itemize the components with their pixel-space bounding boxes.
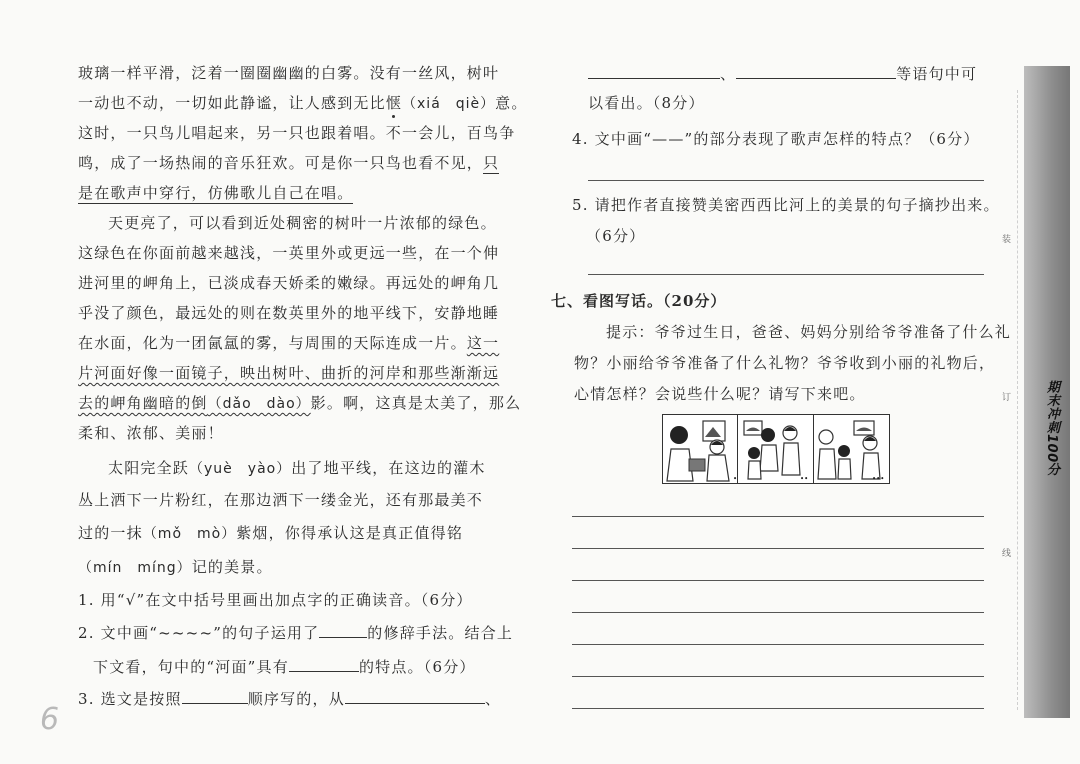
binding-mark: 线 [1002, 549, 1012, 559]
passage-line: 乎没了颜色，最远处的则在数英里外的地平线下，安静地睡 [78, 304, 500, 322]
binding-mark: 装 [1002, 235, 1012, 245]
question-3: 3. 选文是按照 顺序写的，从 、 [78, 690, 502, 708]
passage-line [78, 363, 499, 383]
section-7-title: 七、看图写话。（20分） [551, 292, 727, 310]
question-1: 1. 用“√”在文中括号里画出加点字的正确读音。（6分） [78, 591, 473, 609]
family-scene-illustration [738, 415, 813, 483]
passage-line: 过的一抹（mǒ mò）紫烟，你得承认这是真正值得铭 [78, 524, 464, 542]
writing-line[interactable] [572, 708, 984, 709]
writing-line[interactable] [572, 548, 984, 549]
passage-line: 鸣，成了一场热闹的音乐狂欢。可是你一只鸟也看不见，只 [78, 154, 500, 172]
question-5-cont: （6分） [586, 227, 646, 245]
comic-strip [662, 414, 890, 484]
passage-line [78, 183, 353, 203]
pinyin-choice[interactable]: （mín míng） [78, 560, 192, 576]
passage-line: 去的岬角幽暗的倒（dǎo dào）影。啊，这真是太美了，那么 [78, 394, 522, 412]
passage-line: 这绿色在你面前越来越浅，一英里外或更远一些，在一个伸 [78, 244, 500, 262]
panel-mark: ••• [871, 475, 885, 483]
question-2: 2. 文中画“~~~~”的句子运用了 的修辞手法。结合上 [78, 624, 514, 642]
passage-line: 在水面，化为一团氤氲的雾，与周围的天际连成一片。这一 [78, 334, 500, 352]
writing-line[interactable] [572, 644, 984, 645]
passage-line: 天更亮了，可以看到近处稠密的树叶一片浓郁的绿色。 [108, 214, 497, 232]
binding-dashed-line [1017, 90, 1018, 710]
answer-blank[interactable] [736, 63, 896, 79]
comic-panel-1 [663, 415, 738, 483]
panel-mark: • [733, 475, 738, 483]
question-5: 5. 请把作者直接赞美密西西比河上的美景的句子摘抄出来。 [572, 196, 1000, 214]
pinyin-choice[interactable]: （dǎo dào） [207, 396, 311, 412]
passage-line: 太阳完全跃（yuè yào）出了地平线，在这边的灌木 [108, 459, 486, 477]
passage-line: 一动也不动，一切如此静谧，让人感到无比惬（xiá qiè）意。 [78, 94, 528, 112]
wavy-underlined-sentence: 片河面好像一面镜子，映出树叶、曲折的河岸和那些渐渐远 [78, 364, 500, 382]
family-scene-illustration [663, 415, 738, 483]
dotted-char: 惬 [385, 94, 403, 112]
straight-underlined-sentence: 是在歌声中穿行，仿佛歌儿自己在唱。 [78, 184, 354, 202]
hint-line: 物？小丽给爷爷准备了什么礼物？爷爷收到小丽的礼物后， [574, 354, 996, 372]
pinyin-choice[interactable]: （xiá qiè） [402, 96, 496, 112]
passage-line: 玻璃一样平滑，泛着一圈圈幽幽的白雾。没有一丝风，树叶 [78, 64, 500, 82]
passage-line: 柔和、浓郁、美丽！ [78, 424, 224, 442]
comic-panel-2 [738, 415, 813, 483]
passage-line: 进河里的岬角上，已淡成春天娇柔的嫩绿。再远处的岬角几 [78, 274, 500, 292]
passage-line: （mín míng）记的美景。 [78, 558, 273, 576]
writing-line[interactable] [572, 612, 984, 613]
question-3-cont: 以看出。（8分） [588, 94, 705, 112]
question-3-cont: 、 等语句中可 [588, 63, 977, 84]
writing-line[interactable] [572, 676, 984, 677]
binding-mark: 订 [1002, 393, 1012, 403]
answer-line[interactable] [588, 274, 984, 275]
comic-panel-3 [814, 415, 889, 483]
answer-blank[interactable] [182, 688, 248, 704]
hint-line: 心情怎样？会说些什么呢？请写下来吧。 [574, 385, 866, 403]
page-number: 6 [40, 702, 60, 737]
answer-blank[interactable] [319, 622, 367, 638]
answer-blank[interactable] [588, 63, 720, 79]
question-4: 4. 文中画“——”的部分表现了歌声怎样的特点？（6分） [572, 130, 980, 148]
passage-line: 这时，一只鸟儿唱起来，另一只也跟着唱。不一会儿，百鸟争 [78, 124, 516, 142]
hint-line: 提示：爷爷过生日，爸爸、妈妈分别给爷爷准备了什么礼 [606, 323, 1012, 341]
passage-line: 丛上洒下一片粉红，在那边洒下一缕金光，还有那最美不 [78, 491, 484, 509]
pinyin-choice[interactable]: （mǒ mò） [142, 526, 237, 542]
answer-blank[interactable] [289, 656, 359, 672]
pinyin-choice[interactable]: （yuè yào） [189, 461, 292, 477]
family-scene-illustration [814, 415, 889, 483]
question-2-cont: 下文看，句中的“河面”具有 的特点。（6分） [93, 658, 476, 676]
panel-mark: •• [800, 475, 809, 483]
answer-blank[interactable] [345, 688, 485, 704]
writing-line[interactable] [572, 516, 984, 517]
answer-line[interactable] [588, 180, 984, 181]
writing-line[interactable] [572, 580, 984, 581]
side-strip-title: 期末冲刺100分 [1044, 380, 1059, 477]
